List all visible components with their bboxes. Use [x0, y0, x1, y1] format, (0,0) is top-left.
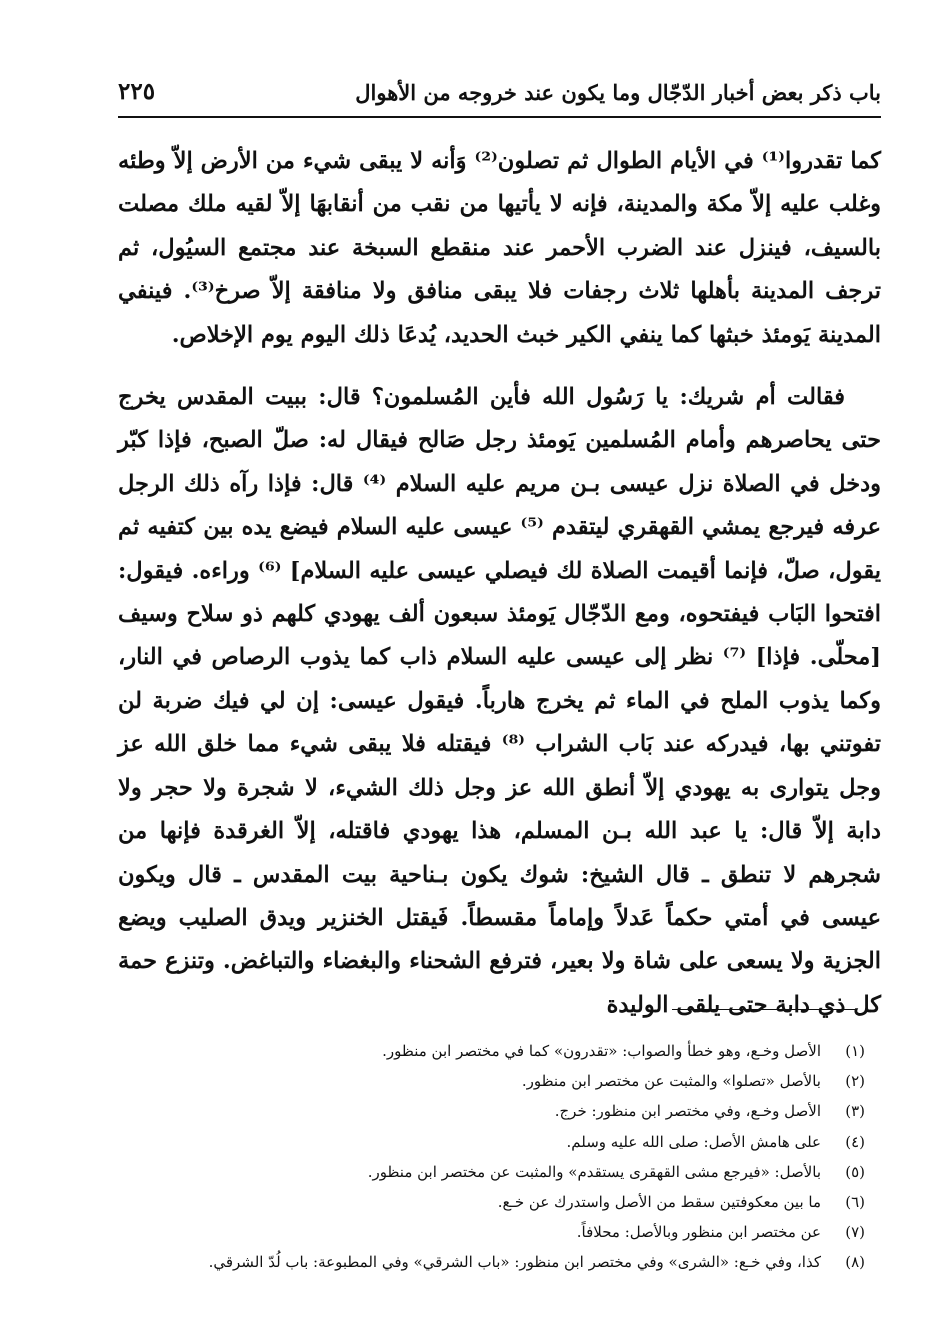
chapter-title: باب ذكر بعض أخبار الدّجّال وما يكون عند خروجه من الأهوال [355, 80, 881, 105]
footnote-item [118, 1127, 865, 1157]
footnote-item [118, 1187, 865, 1217]
footnote-number: (٨) [845, 1253, 865, 1272]
header-divider [118, 116, 881, 118]
footnote-number: (١) [845, 1042, 865, 1060]
page-number: ٢٢٥ [118, 78, 156, 105]
footnote-text: الأصل وخـع، وفي مختصر ابن منظور: خرج. [554, 1102, 821, 1121]
footnote-number: (٦) [845, 1193, 865, 1212]
footnote-text: على هامش الأصل: صلى الله عليه وسلم. [566, 1132, 821, 1151]
footnote-text: بالأصل «تصلوا» والمثبت عن مختصر ابن منظور. [521, 1072, 821, 1091]
footnote-item [118, 1066, 865, 1096]
footnote-item [118, 1036, 865, 1066]
footnotes-list [118, 1036, 865, 1278]
footnote-number: (٥) [845, 1162, 865, 1181]
footnote-text: عن مختصر ابن منظور وبالأصل: محلافاً. [576, 1223, 821, 1242]
paragraph-2: فقالت أم شريك: يا رَسُول الله فأين المُسلمون؟ قال: ببيت المقدس يخرج حتى يحاصرهم وأمام المُسلمين يَومئذ رجل صَالح فيقال له: صلّ الصبح، فإذا كبّر ودخل في الصلاة نزل عيسى بـن مريم عليه السلام ⁽⁴⁾ قال: فإذا رآه ذلك الرجل عرفه فيرجع يمشي القهقري ليتقدم ⁽⁵⁾ عيسى عليه السلام فيضع يده بين كتفيه ثم يقول، صلّ، فإنما أقيمت الصلاة لك فيصلي عيسى عليه السلام] ⁽⁶⁾ وراءه. فيقول: افتحوا البَاب فيفتحوه، ومع الدّجّال يَومئذ سبعون ألف يهودي كلهم ذو سلاح وسيف [محلّى. فإذا] ⁽⁷⁾ نظر إلى عيسى عليه السلام ذاب كما يذوب الرصاص في النار، وكما يذوب الملح في الماء ثم يخرج هارباً. فيقول عيسى: إن لي فيك ضربة لن تفوتني بها، فيدركه عند بَاب الشراب ⁽⁸⁾ فيقتله فلا يبقى شيء مما خلق الله عز وجل يتوارى به يهودي إلاّ أنطق الله عز وجل ذلك الشيء، لا شجرة ولا حجر ولا دابة إلاّ قال: يا عبد الله بـن المسلم، هذا يهودي فاقتله، إلاّ الغرقدة فإنها من شجرهم لا تنطق ـ قال الشيخ: شوك يكون بـناحية بيت المقدس ـ قال ويكون عيسى في أمتي حكماً عَدلاً وإماماً مقسطاً. فَيقتل الخنزير ويدق الصليب ويضع الجزية ولا يسعى على شاة ولا بعير، فترفع الشحناء والبغضاء والتباغض. وتنزع حمة كل ذي دابة حتى يلقى الوليدة [118, 384, 882, 1018]
footnote-item [118, 1217, 865, 1247]
footnote-item [118, 1157, 865, 1187]
footnote-item [118, 1247, 865, 1277]
main-text [118, 140, 881, 1027]
footnote-item [118, 1096, 865, 1126]
footnote-number: (٧) [845, 1223, 865, 1242]
footnote-text: الأصل وخـع، وهو خطأ والصواب: «تقدرون» كما في مختصر ابن منظور. [382, 1042, 821, 1060]
paragraph-1: كما تقدروا⁽¹⁾ في الأيام الطوال ثم تصلون⁽²⁾ وَأنه لا يبقى شيء من الأرض إلاّ وطئه وغلب عليه إلاّ مكة والمدينة، فإنه لا يأتيها من نقب من أنقابهَا إلاّ لقيه ملك مصلت بالسيف، فينزل عند الضرب الأحمر عند منقطع السبخة عند مجتمع السيُول، ثم ترجف المدينة بأهلها ثلاث رجفات فلا يبقى منافق ولا منافقة إلاّ صرخ⁽³⁾. فينفي المدينة يَومئذ خبثها كما ينفي الكير خبث الحديد، يُدعَا ذلك اليوم يوم الإخلاص. [118, 148, 881, 348]
footnote-text: ما بين معكوفتين سقط من الأصل واستدرك عن خـع. [497, 1193, 821, 1212]
footnote-divider [672, 1009, 857, 1010]
footnote-text: بالأصل: «فيرجع مشى القهقرى يستقدم» والمثبت عن مختصر ابن منظور. [367, 1162, 821, 1181]
footnote-number: (٤) [845, 1132, 865, 1151]
running-header [118, 70, 881, 116]
footnote-number: (٣) [845, 1102, 865, 1121]
footnote-number: (٢) [845, 1072, 865, 1091]
footnote-text: كذا، وفي خـع: «الشرى» وفي مختصر ابن منظور: «باب الشرقي» وفي المطبوعة: باب لُدّ الشرقي. [208, 1253, 821, 1272]
